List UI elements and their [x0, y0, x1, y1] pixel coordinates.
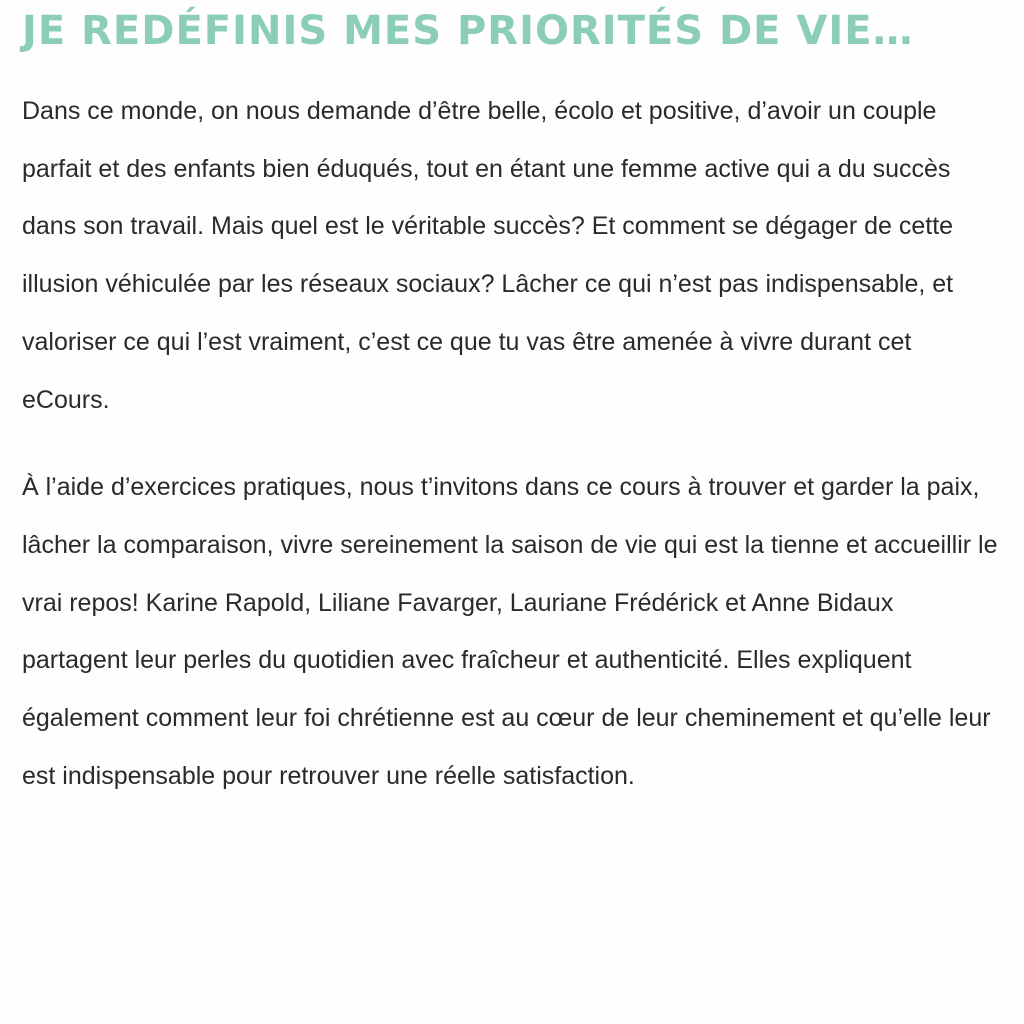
section-heading: JE REDÉFINIS MES PRIORITÉS DE VIE…	[22, 8, 914, 54]
details-paragraph: À l’aide d’exercices pratiques, nous t’invitons dans ce cours à trouver et garder la paix, lâcher la comparaison, vivre sereinement la saison de vie qui est la tienne et accueillir le vrai repos! Karine Rapold, Liliane Favarger, Lauriane Frédérick et Anne Bidaux partagent leur perles du quotidien avec fraîcheur et authenticité. Elles expliquent également comment leur foi chrétienne est au cœur de leur cheminement et qu’elle leur est indispensable pour retrouver une réelle satisfaction.	[22, 473, 998, 790]
intro-paragraph: Dans ce monde, on nous demande d’être belle, écolo et positive, d’avoir un couple parfait et des enfants bien éduqués, tout en étant une femme active qui a du succès dans son travail. Mais quel est le véritable succès? Et comment se dégager de cette illusion véhiculée par les réseaux sociaux? Lâcher ce qui n’est pas indispensable, et valoriser ce qui l’est vraiment, c’est ce que tu vas être amenée à vivre durant cet eCours.	[22, 97, 954, 414]
